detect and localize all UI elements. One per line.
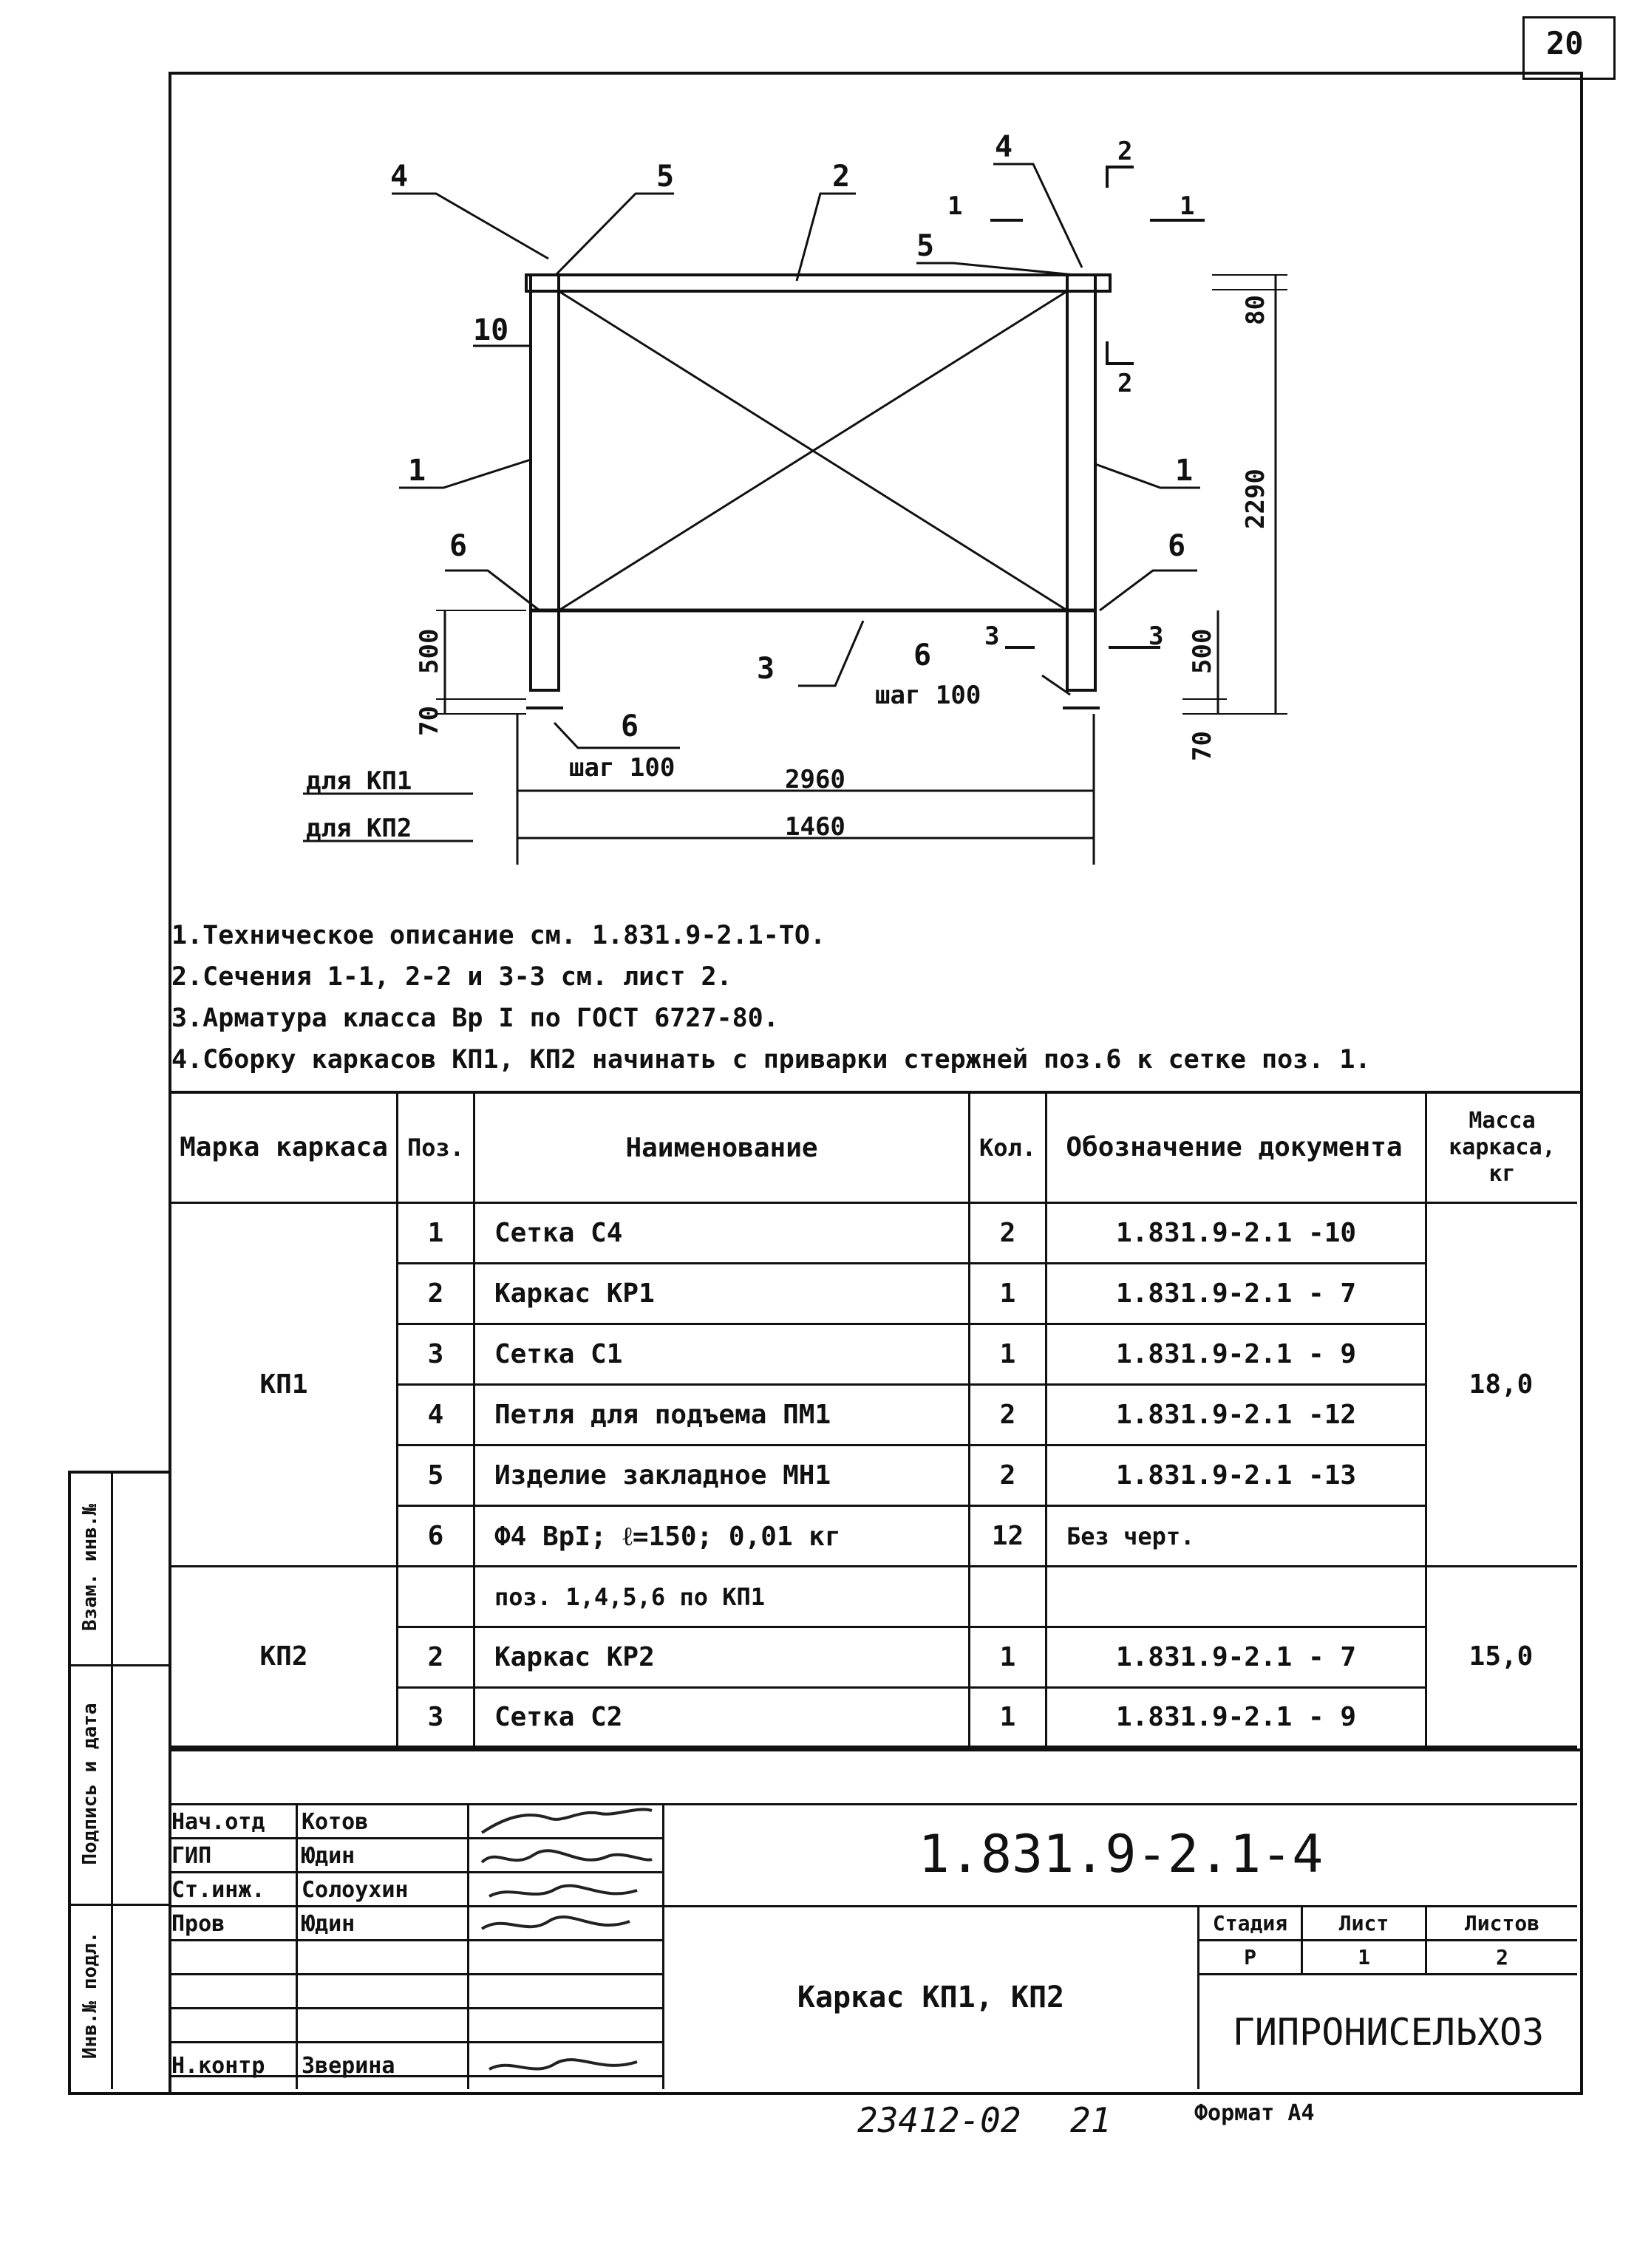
section-mark: 3 (984, 622, 1000, 651)
row-qty: 1 (999, 1278, 1016, 1309)
dim-right-70: 70 (1188, 731, 1217, 761)
header-doc: Обозначение документа (1066, 1131, 1403, 1162)
width-kp1: 2960 (785, 765, 845, 794)
row-pos: 3 (427, 1339, 444, 1369)
dim-left-500: 500 (415, 628, 444, 674)
right-column (1067, 275, 1095, 690)
row-pos: 2 (427, 1642, 444, 1672)
row-doc: 1.831.9-2.1 -13 (1115, 1460, 1357, 1491)
row-doc: 1.831.9-2.1 - 7 (1115, 1642, 1357, 1672)
header-mark: Марка каркаса (180, 1131, 388, 1162)
sig-role: Нач.отд (171, 1809, 265, 1835)
width-label-kp2: для КП2 (306, 814, 412, 843)
callout: 10 (473, 313, 509, 347)
row-name: Изделие закладное МН1 (494, 1460, 831, 1491)
row-name: Ф4 ВрI; ℓ=150; 0,01 кг (494, 1521, 841, 1552)
callout: 6 (1168, 529, 1186, 563)
row-name: Каркас КР2 (494, 1642, 655, 1672)
callout: 5 (656, 160, 675, 194)
stage-label: Стадия (1212, 1911, 1288, 1935)
sig-name: Юдин (302, 1843, 355, 1869)
row-doc: 1.831.9-2.1 - 7 (1115, 1278, 1357, 1309)
callout: 6 (621, 709, 639, 743)
row-doc: 1.831.9-2.1 -10 (1115, 1218, 1357, 1248)
row-pos: 2 (427, 1278, 444, 1309)
note-4: 4.Сборку каркасов КП1, КП2 начинать с приварки стержней поз.6 к сетке поз. 1. (171, 1045, 1371, 1075)
row-qty: 1 (999, 1339, 1016, 1369)
row-qty: 1 (999, 1702, 1016, 1732)
row-doc: Без черт. (1066, 1522, 1195, 1550)
section-mark: 1 (1180, 191, 1195, 221)
sheets-value: 2 (1496, 1945, 1508, 1969)
dim-left-70: 70 (415, 706, 444, 736)
row-name: поз. 1,4,5,6 по КП1 (494, 1582, 766, 1611)
sheets-label: Листов (1464, 1911, 1540, 1935)
width-kp2: 1460 (785, 812, 845, 842)
step-label: шаг 100 (875, 681, 981, 710)
sig-name: Котов (302, 1809, 369, 1835)
signature-marks (467, 1803, 662, 2089)
width-label-kp1: для КП1 (306, 766, 412, 796)
row-doc: 1.831.9-2.1 - 9 (1115, 1339, 1357, 1369)
section-mark: 2 (1117, 369, 1133, 398)
callout: 3 (757, 652, 775, 686)
callout: 6 (913, 638, 932, 672)
callout: 5 (916, 229, 935, 263)
row-qty: 1 (999, 1642, 1016, 1672)
header-pos: Поз. (406, 1134, 465, 1162)
callout: 4 (390, 160, 409, 194)
row-qty (970, 1567, 1045, 1626)
row-doc (1047, 1567, 1425, 1626)
row-pos (398, 1567, 473, 1626)
sig-name: Зверина (302, 2053, 395, 2079)
group-mark-kp1: КП1 (259, 1369, 308, 1400)
sig-role: ГИП (171, 1843, 212, 1869)
callout: 1 (1175, 454, 1194, 488)
stage-value: Р (1244, 1945, 1256, 1969)
handwritten-number: 23412-02 (857, 2100, 1021, 2140)
row-name: Сетка С4 (494, 1218, 623, 1248)
top-bar (526, 275, 1110, 291)
row-pos: 5 (427, 1460, 444, 1491)
frame-drawing (0, 0, 1637, 924)
note-1: 1.Техническое описание см. 1.831.9-2.1-ТО. (171, 921, 826, 950)
sig-role: Н.контр (171, 2053, 265, 2079)
note-2: 2.Сечения 1-1, 2-2 и 3-3 см. лист 2. (171, 962, 732, 992)
format-label: Формат А4 (1194, 2100, 1315, 2126)
stamp-vzam: Взам. инв.№ (79, 1503, 101, 1632)
sig-role: Ст.инж. (171, 1877, 265, 1903)
row-name: Сетка С1 (494, 1339, 623, 1369)
row-pos: 1 (427, 1218, 444, 1248)
row-pos: 4 (427, 1400, 444, 1430)
section-mark: 3 (1148, 622, 1164, 651)
row-doc: 1.831.9-2.1 -12 (1115, 1400, 1357, 1430)
sig-name: Юдин (302, 1911, 355, 1937)
callout: 1 (408, 454, 426, 488)
note-3: 3.Арматура класса Вр I по ГОСТ 6727-80. (171, 1004, 779, 1033)
header-name: Наименование (625, 1132, 818, 1163)
dim-height: 2290 (1241, 469, 1270, 529)
sheet-value: 1 (1358, 1945, 1370, 1969)
row-pos: 6 (427, 1521, 444, 1551)
row-pos: 3 (427, 1702, 444, 1732)
callout: 6 (449, 529, 468, 563)
row-doc: 1.831.9-2.1 - 9 (1115, 1702, 1357, 1732)
section-mark: 2 (1117, 137, 1133, 166)
doc-code: 1.831.9-2.1-4 (918, 1824, 1324, 1884)
left-column (531, 275, 559, 690)
organization: ГИПРОНИСЕЛЬХОЗ (1232, 2010, 1545, 2054)
sheet-number: 20 (1546, 25, 1584, 61)
row-name: Сетка С2 (494, 1702, 623, 1732)
row-name: Петля для подъема ПМ1 (494, 1400, 831, 1430)
dim-top: 80 (1241, 295, 1270, 325)
group-mark-kp2: КП2 (259, 1641, 308, 1672)
sig-name: Солоухин (302, 1877, 409, 1903)
callout: 2 (832, 160, 851, 194)
row-name: Каркас КР1 (494, 1278, 655, 1309)
row-qty: 2 (999, 1218, 1016, 1248)
group-mass-kp1: 18,0 (1468, 1369, 1534, 1400)
group-mass-kp2: 15,0 (1468, 1641, 1534, 1672)
row-qty: 2 (999, 1460, 1016, 1491)
sig-role: Пров (171, 1911, 225, 1937)
drawing-title: Каркас КП1, КП2 (797, 1980, 1065, 2015)
sheet-label: Лист (1338, 1911, 1389, 1935)
row-qty: 2 (999, 1400, 1016, 1430)
handwritten-sheet: 21 (1070, 2100, 1112, 2140)
dim-right-500: 500 (1188, 628, 1217, 674)
stamp-inv: Инв.№ подл. (79, 1931, 101, 2060)
header-mass: Масса каркаса, кг (1449, 1108, 1556, 1187)
header-qty: Кол. (979, 1134, 1037, 1162)
row-qty: 12 (991, 1521, 1024, 1551)
step-label: шаг 100 (569, 753, 675, 783)
callout: 4 (995, 130, 1013, 164)
stamp-podpis: Подпись и дата (79, 1703, 101, 1865)
section-mark: 1 (947, 191, 963, 221)
